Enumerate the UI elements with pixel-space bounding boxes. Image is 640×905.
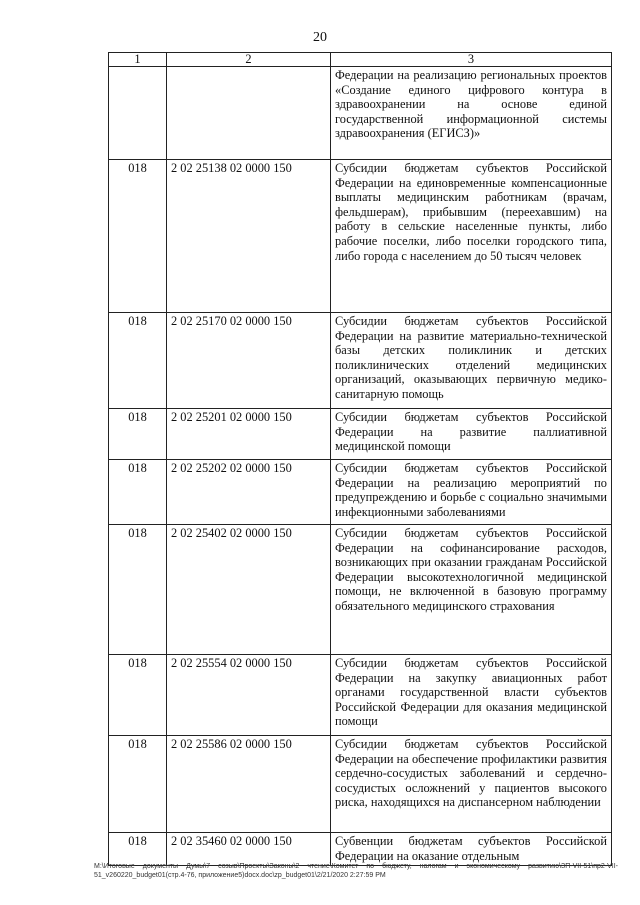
table-row	[109, 67, 612, 160]
budget-code-cell: 2 02 25554 02 0000 150	[167, 655, 331, 736]
admin-code-cell: 018	[109, 833, 167, 866]
budget-code-cell: 2 02 25138 02 0000 150	[167, 160, 331, 313]
table-row	[109, 833, 612, 866]
table-row	[109, 736, 612, 833]
budget-classification-table	[108, 52, 612, 866]
budget-code-cell: 2 02 25201 02 0000 150	[167, 409, 331, 460]
admin-code-cell: 018	[109, 736, 167, 833]
admin-code-cell: 018	[109, 409, 167, 460]
admin-code-cell: 018	[109, 160, 167, 313]
admin-code-cell: 018	[109, 460, 167, 525]
table-row	[109, 160, 612, 313]
description-cell: Субсидии бюджетам субъектов Российской Федерации на обеспечение профилактики развития сердечно-сосудистых заболеваний и сердечно-сосудистых осложнений у пациентов высокого риска, находящихся на диспансерном наблюдении	[331, 736, 612, 833]
budget-code-cell: 2 02 35460 02 0000 150	[167, 833, 331, 866]
description-cell: Субсидии бюджетам субъектов Российской Федерации на софинансирование расходов, возникающих при оказании гражданам Российской Федерации высокотехнологичной медицинской помощи, не включенной в базовую программу обязательного медицинского страхования	[331, 525, 612, 655]
budget-code-cell: 2 02 25586 02 0000 150	[167, 736, 331, 833]
table-row	[109, 525, 612, 655]
column-header-2: 2	[167, 53, 331, 67]
table-row	[109, 313, 612, 409]
description-cell: Субсидии бюджетам субъектов Российской Федерации на развитие паллиативной медицинской помощи	[331, 409, 612, 460]
budget-code-cell: 2 02 25402 02 0000 150	[167, 525, 331, 655]
description-cell: Субсидии бюджетам субъектов Российской Федерации на закупку авиационных работ органами государственной власти субъектов Российской Федерации для оказания медицинской помощи	[331, 655, 612, 736]
description-cell: Субвенции бюджетам субъектов Российской Федерации на оказание отдельным	[331, 833, 612, 866]
budget-code-cell: 2 02 25170 02 0000 150	[167, 313, 331, 409]
table-row	[109, 655, 612, 736]
admin-code-cell: 018	[109, 655, 167, 736]
budget-code-cell: 2 02 25202 02 0000 150	[167, 460, 331, 525]
column-header-1: 1	[109, 53, 167, 67]
table-row	[109, 409, 612, 460]
description-cell: Федерации на реализацию региональных проектов «Создание единого цифрового контура в здравоохранении на основе единой государственной информационной системы здравоохранения (ЕГИСЗ)»	[331, 67, 612, 160]
description-cell: Субсидии бюджетам субъектов Российской Федерации на единовременные компенсационные выплаты медицинским работникам (врачам, фельдшерам), прибывшим (переехавшим) на работу в сельские населенные пункты, либо рабочие поселки, либо поселки городского типа, либо города с населением до 50 тысяч человек	[331, 160, 612, 313]
table-header-row	[109, 53, 612, 67]
admin-code-cell: 018	[109, 525, 167, 655]
column-header-3: 3	[331, 53, 612, 67]
description-cell: Субсидии бюджетам субъектов Российской Федерации на развитие материально-технической базы детских поликлиник и детских поликлинических отделений медицинских организаций, оказывающих первичную медико-санитарную помощь	[331, 313, 612, 409]
document-file-path-footer: M:\Итоговые документы Думы\7 созыв\Проекты\Законы\2 чтение\Комитет по бюджету, налогам и экономическому развитию\ЗП-VII-51\пр2-VII-51_v260220_budget01(стр.4-76, приложение5)docx.doc\zp_budget01\2/21/2020 2:27:59 PM	[94, 863, 618, 879]
admin-code-cell: 018	[109, 313, 167, 409]
page-number: 20	[313, 30, 327, 45]
description-cell: Субсидии бюджетам субъектов Российской Федерации на реализацию мероприятий по предупреждению и борьбе с социально значимыми инфекционными заболеваниями	[331, 460, 612, 525]
admin-code-cell	[109, 67, 167, 160]
table-row	[109, 460, 612, 525]
budget-code-cell	[167, 67, 331, 160]
